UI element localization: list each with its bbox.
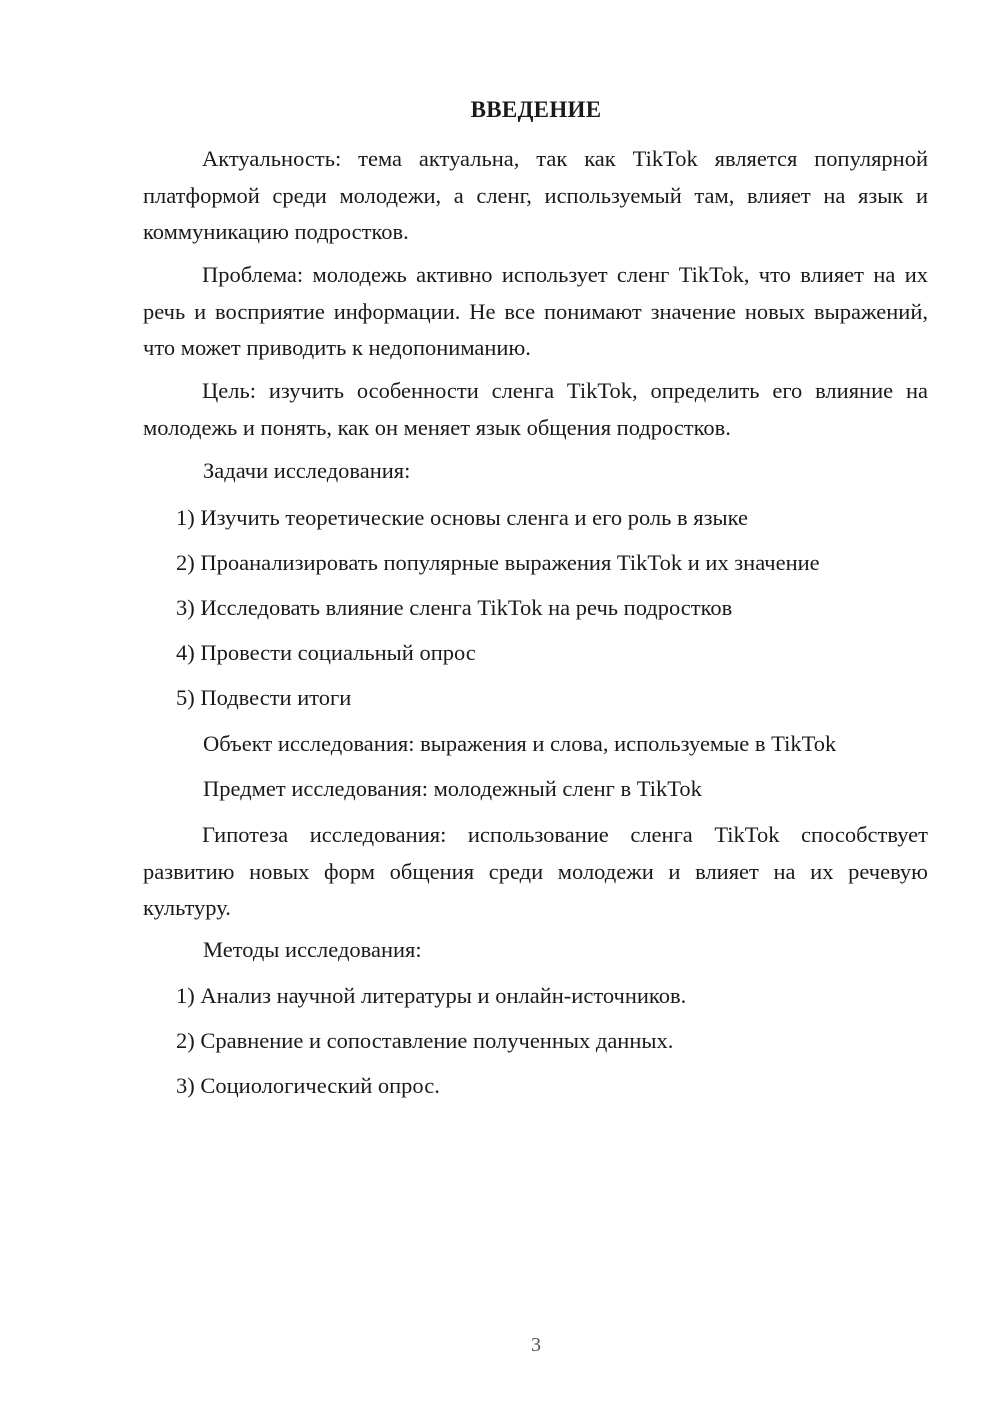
list-item: 3) Исследовать влияние сленга TikTok на речь подростков	[176, 595, 733, 620]
paragraph-goal: Цель: изучить особенности сленга TikTok, определить его влияние на молодежь и понять, как он меняет язык общения подростков.	[143, 378, 928, 440]
paragraph-problem: Проблема: молодежь активно использует сленг TikTok, что влияет на их речь и восприятие информации. Не все понимают значение новых выражений, что может приводить к недопониманию.	[143, 262, 928, 360]
list-item: 5) Подвести итоги	[176, 685, 352, 710]
list-item: 1) Анализ научной литературы и онлайн-источников.	[176, 983, 687, 1008]
methods-heading: Методы исследования:	[203, 937, 422, 962]
tasks-heading: Задачи исследования:	[203, 458, 411, 483]
page-number: 3	[531, 1334, 541, 1356]
list-item: 2) Проанализировать популярные выражения TikTok и их значение	[176, 550, 820, 575]
research-subject: Предмет исследования: молодежный сленг в TikTok	[203, 776, 702, 801]
list-item: 4) Провести социальный опрос	[176, 640, 476, 665]
list-item: 3) Социологический опрос.	[176, 1073, 440, 1098]
paragraph-hypothesis: Гипотеза исследования: использование сленга TikTok способствует развитию новых форм общения среди молодежи и влияет на их речевую культуру.	[143, 822, 928, 920]
list-item: 1) Изучить теоретические основы сленга и его роль в языке	[176, 505, 748, 530]
page-title: ВВЕДЕНИЕ	[470, 97, 602, 122]
paragraph-relevance: Актуальность: тема актуальна, так как TikTok является популярной платформой среди молодежи, а сленг, используемый там, влияет на язык и коммуникацию подростков.	[143, 146, 928, 244]
list-item: 2) Сравнение и сопоставление полученных данных.	[176, 1028, 674, 1053]
research-object: Объект исследования: выражения и слова, используемые в TikTok	[203, 731, 837, 756]
